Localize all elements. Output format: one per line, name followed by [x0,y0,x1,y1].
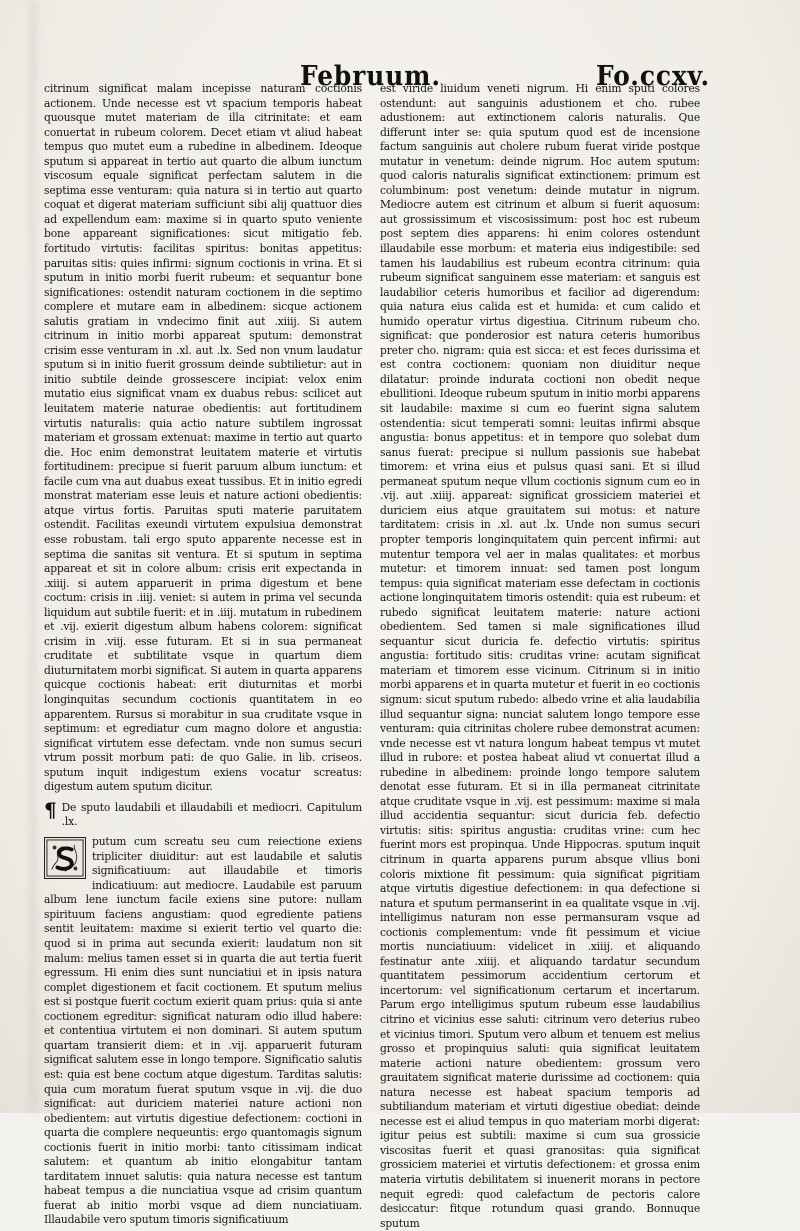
text-paragraph: citrinum significat malam incepisse naturam coctionis actionem. Unde necesse est vt spacium temporis habeat quousque mutet materiam de illa citrinitate: et eam conuertat in rubeum colorem. Decet etiam vt aliud habeat tempus quo mutet eum a rubedine in albedinem. Ideoque sputum si appareat in tertio aut quarto die album iunctum viscosum equale significat perfectam salutem in die septima esse venturam: quia natura si in tertio aut quarto coquat et digerat materiam sufficiunt sibi alij quattuor dies ad expellendum eam: maxime si in quarto sputo veniente bone appareant significationes: sicut mitigatio feb. fortitudo virtutis: facilitas spiritus: bonitas appetitus: paruitas sitis: quies infirmi: signum coctionis in vrina. Et si sputum in initio morbi fuerit rubeum: et sequantur bone significationes: ostendit naturam coctionem in die septimo complere et mutare eam in albedinem: sicque actionem salutis gratiam in vndecimo finit aut .xiiij. Si autem citrinum in initio morbi appareat sputum: demonstrat crisim esse venturam in .xl. aut .lx. Sed non vnum laudatur sputum si in initio fuerit grossum deinde subtilietur: aut in initio subtile deinde grossescere incipiat: velox enim mutatio eius significat vnam ex duabus rebus: scilicet aut leuitatem materie naturae obedientis: aut fortitudinem virtutis naturalis: quia actio nature subtilem ingrossat materiam et grossam extenuat: maxime in tertio aut quarto die. Hoc enim demonstrat leuitatem materie et virtutis fortitudinem: precipue si fuerit paruum album iunctum: et facile cum vna aut duabus exeat tussibus. Et in initio egredi monstrat materiam esse leuis et nature actioni obedientis: atque virtus fortis. Paruitas sputi materie paruitatem ostendit. Facilitas exeundi virtutem expulsiua demonstrat esse robustam. tali ergo sputo apparente necesse est in septima die sanitas sit ventura. Et si sputum in septima appareat et sit in colore album: crisis erit expectanda in .xiiij. si autem apparuerit in prima digestum et bene coctum: crisis in .iiij. veniet: si autem in prima vel secunda liquidum aut subtile fuerit: et in .iiij. mutatum in rubedinem et .vij. exierit digestum album habens colorem: significat crisim in .viij. esse futuram. Et si in sua permaneat cruditate et subtilitate vsque in quartum diem diuturnitatem morbi significat. Si autem in quarta apparens quicque coctionis habeat: erit diuturnitas et morbi longinquitas secundum coctionis quantitatem in eo apparentem. Rursus si morabitur in sua cruditate vsque in septimum: et egrediatur cum magno dolore et angustia: significat virtutem esse defectam. vnde non sumus securi vtrum possit morbum pati: de quo Galie. in lib. criseos. sputum inquit indigestum exiens vocatur screatus: digestum autem sputum dicitur. [44,82,362,794]
text-paragraph: est viride liuidum veneti nigrum. Hi enim sputi colores ostendunt: aut sanguinis adustionem et cho. rubee adustionem: aut extinctionem caloris naturalis. Que differunt inter se: quia sputum quod est de incensione factum sanguinis aut cholere rubum fuerat viride postque mutatur in venetum: deinde nigrum. Hoc autem sputum: quod caloris naturalis significat extinctionem: primum est columbinum: post venetum: deinde mutatur in nigrum. Mediocre autem est citrinum et album si fuerit aquosum: aut grossissimum et viscosissimum: post hoc est rubeum post septem dies apparens: hi enim colores ostendunt illaudabile esse morbum: et materia eius indigestibile: sed tamen his laudabilius est rubeum econtra citrinum: quia rubeum significat sanguinem esse materiam: et sanguis est laudabilior ceteris humoribus et facilior ad digerendum: quia natura eius calida est et humida: et cum calido et humido operatur virtus digestiua. Citrinum rubeum cho. significat: que ponderosior est natura ceteris humoribus preter cho. nigram: quia est sicca: et est feces durissima et est contra coctionem: quoniam non diuiditur neque dilatatur: proinde indurata coctioni non obedit neque ebullitioni. Ideoque rubeum sputum in initio morbi apparens sit laudabile: maxime si cum eo fuerint signa salutem ostendentia: sicut temperati somni: leuitas infirmi absque angustia: bonus appetitus: et in tempore quo solebat dum sanus fuerat: precipue si nullum passionis sue habebat timorem: et vrina eius et pulsus quasi sani. Et si illud permaneat sputum neque vllum coctionis signum cum eo in .vij. aut .xiiij. appareat: significat grossiciem materiei et duriciem eius atque grauitatem sui motus: et nature tarditatem: crisis in .xl. aut .lx. Unde non sumus securi propter temporis longinquitatem quin percent infirmi: aut mutentur tempora vel aer in malas qualitates: et morbus mutetur: et timorem innuat: sed tamen post longum tempus: quia significat materiam esse defectam in coctionis actione longinquitatem timoris ostendit: quia est rubeum: et rubedo significat leuitatem materie: nature actioni obedientem. Sed tamen si male significationes illud sequantur sicut duricia fe. defectio virtutis: spiritus angustia: fortitudo sitis: cruditas vrine: acutam significat materiam et timorem esse vicinum. Citrinum si in initio morbi apparens et in quarta mutetur et fuerit in eo coctionis signum: sicut sputum rubedo: albedo vrine et alia laudabilia illud sequantur signa: nunciat salutem longo tempore esse venturam: quia citrinitas cholere rubee demonstrat acumen: vnde necesse est vt natura longum habeat tempus vt mutet illud in rubore: et postea habeat aliud vt conuertat illud a rubedine in albedinem: proinde longo tempore salutem denotat esse futuram. Et si in illa permaneat citrinitate atque cruditate vsque in .vij. est pessimum: maxime si mala illud accidentia sequantur: sicut duricia feb. defectio virtutis: sitis: spiritus angustia: cruditas vrine: cum hec fuerint mors est propinqua. Unde Hippocras. sputum inquit citrinum in quarta apparens purum absque vllius boni coloris mixtione fit pessimum: quia significat pigritiam atque virtutis digestiue defectionem: in qua defectione si natura et sputum permanserint in ea qualitate vsque in .vij. intelligimus naturam non esse permansuram vsque ad coctionis complementum: vnde fit pessimum et viciue mortis nunciatiuum: videlicet in .xiiij. et aliquando festinatur ante .xiiij. et aliquando tardatur secundum quantitatem pessimorum accidentium certorum et incertorum: vel significationum certarum et incertarum. Parum ergo intelligimus sputum rubeum esse laudabilius citrino et vicinius esse saluti: citrinum vero deterius rubeo et vicinius timori. Sputum vero album et tenuem est melius grosso et propinquius saluti: quia significat leuitatem materie actioni nature obedientem: grossum vero grauitatem significat materie durissime ad coctionem: quia natura necesse est habeat spacium temporis ad subtiliandum materiam et virtuti digestiue obediat: deinde necesse est ei aliud tempus in quo materiam morbi digerat: igitur peius est subtili: maxime si cum sua grossicie viscositas fuerit et quasi granositas: quia significat grossiciem materiei et virtutis defectionem: et grossa enim materia virtutis debilitatem si inuenerit morans in pectore nequit egredi: quod calefactum de pectoris calore desiccatur: fitque rotundum quasi grando. Bonnuque sputum [380,82,700,1230]
decorated-initial-s-icon [44,837,86,879]
text-paragraph [44,835,362,1228]
left-column [44,82,362,1228]
chapter-heading [44,797,362,829]
running-title: Februum. [300,61,441,92]
page-gutter-shadow [30,0,36,1113]
right-column [380,82,700,1231]
paragraph-text: putum cum screatu seu cum reiectione exiens tripliciter diuiditur: aut est laudabile et salutis significatiuum: aut illaudabile et timoris indicatiuum: aut mediocre. Laudabile est paruum album lene iunctum facile exiens sine putore: nullam spirituum faciens angustiam: quod egrediente patiens sentit leuitatem: maxime si exierit tertio vel quarto die: quod si in prima aut secunda exierit: laudatum non sit malum: melius tamen esset si in quarta die aut tertia fuerit egressum. Hi enim dies sunt nunciatiui et in ipsis natura complet digestionem et facit coctionem. Et sputum melius est si postque fuerit coctum exierit quam prius: quia si ante coctionem egreditur: significat naturam odio illud habere: et contentiua virtutem ei non dominari. Si autem sputum quartam transierit diem: et in .vij. apparuerit futuram significat salutem esse in longo tempore. Significatio salutis est: quia est bene coctum atque digestum. Tarditas salutis: quia cum moratum fuerat sputum vsque in .vij. die duo significat: aut duriciem materiei nature actioni non obedientem: aut virtutis digestiue defectionem: coctioni in quarta die complere nequeuntis: ergo quantomagis signum coctionis fuerit in initio morbi: tanto citissimam indicat salutem: et quantum ab initio elongabitur tantam tarditatem innuet salutis: quia natura necesse est tantum habeat tempus a die nunciatiua vsque ad crisim quantum fuerat ab initio morbi vsque ad diem nunciatiuam. Illaudabile vero sputum timoris significatiuum [44,835,362,1227]
chapter-heading-text: De sputo laudabili et illaudabili et mediocri. Capitulum .lx. [61,800,362,828]
folio-number: Fo.ccxv. [596,61,711,92]
pilcrow-icon: ¶ [44,797,57,822]
